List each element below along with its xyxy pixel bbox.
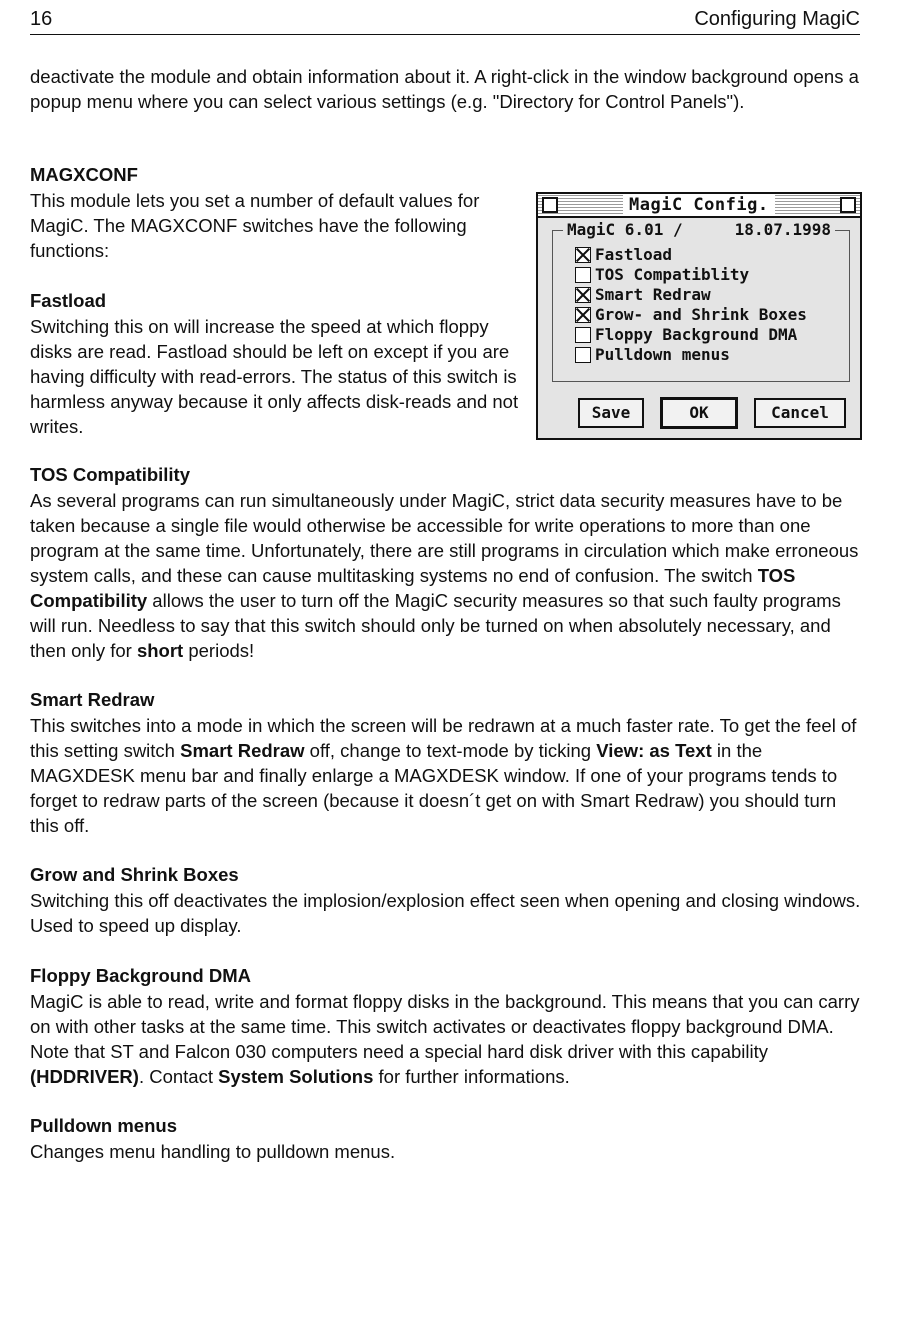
heading-pulldown-menus: Pulldown menus xyxy=(30,1115,177,1136)
version-separator: / xyxy=(672,220,683,239)
option-label: Smart Redraw xyxy=(595,285,711,304)
grow-text: Switching this off deactivates the implosion/explosion effect seen when opening and closing windows. Used to speed up display. xyxy=(30,890,861,936)
cancel-button[interactable]: Cancel xyxy=(754,398,846,428)
option-label: Pulldown menus xyxy=(595,345,730,364)
option-label: Grow- and Shrink Boxes xyxy=(595,305,807,324)
smart-text-3: in the MAGXDESK menu bar and finally enlarge a MAGXDESK window. If one of your programs tends to forget to redraw parts of the screen (because it doesn´t get on with Smart Redraw) you should turn this off. xyxy=(30,740,838,836)
heading-smart-redraw: Smart Redraw xyxy=(30,689,155,710)
fastload-text: Switching this on will increase the speed at which floppy disks are read. Fastload should be left on except if you are having difficulty with read-errors. The status of this switch is harmless anyway because it only affects disk-reads and not writes. xyxy=(30,316,519,437)
tos-bold-1: TOS Compatibility xyxy=(30,565,796,611)
checkbox-grow-shrink-boxes[interactable] xyxy=(575,307,591,323)
version-line xyxy=(563,219,835,241)
smart-text-1: This switches into a mode in which the screen will be redrawn at a much faster rate. To get the feel of this setting switch xyxy=(30,715,857,761)
floppy-text-3: for further informations. xyxy=(373,1066,570,1087)
option-label: TOS Compatiblity xyxy=(595,265,750,284)
running-title: Configuring MagiC xyxy=(694,8,860,30)
intro-paragraph: deactivate the module and obtain information about it. A right-click in the window background opens a popup menu where you can select various settings (e.g. "Directory for Control Panels"). xyxy=(30,66,859,112)
magxconf-text: This module lets you set a number of default values for MagiC. The MAGXCONF switches have the following functions: xyxy=(30,190,480,261)
floppy-bold-1: (HDDRIVER) xyxy=(30,1066,139,1087)
magic-config-dialog xyxy=(536,192,862,440)
tos-text xyxy=(30,488,865,663)
tos-bold-2: short xyxy=(136,640,184,661)
option-label: Fastload xyxy=(595,245,673,264)
heading-grow-shrink: Grow and Shrink Boxes xyxy=(30,864,239,885)
dialog-titlebar[interactable] xyxy=(538,194,860,218)
page-number: 16 xyxy=(30,8,53,30)
smart-text-2: off, change to text-mode by ticking xyxy=(304,740,597,761)
checkbox-fastload[interactable] xyxy=(575,247,591,263)
floppy-text xyxy=(30,989,865,1089)
save-button[interactable]: Save xyxy=(578,398,644,428)
checkbox-pulldown-menus[interactable] xyxy=(575,347,591,363)
heading-magxconf: MAGXCONF xyxy=(30,164,138,185)
fuller-box-icon[interactable] xyxy=(840,197,856,213)
floppy-text-2: . Contact xyxy=(138,1066,219,1087)
heading-fastload: Fastload xyxy=(30,290,107,311)
ok-button[interactable]: OK xyxy=(660,397,738,429)
smart-bold-2: View: as Text xyxy=(596,740,712,761)
checkbox-floppy-background-dma[interactable] xyxy=(575,327,591,343)
heading-tos-compatibility: TOS Compatibility xyxy=(30,464,191,485)
version-label: MagiC 6.01 xyxy=(567,220,664,239)
tos-text-3: periods! xyxy=(183,640,255,661)
checkbox-tos-compatibility[interactable] xyxy=(575,267,591,283)
page-header xyxy=(30,4,860,35)
close-box-icon[interactable] xyxy=(542,197,558,213)
option-label: Floppy Background DMA xyxy=(595,325,798,344)
tos-text-1: As several programs can run simultaneously under MagiC, strict data security measures have to be taken because a single file would otherwise be accessible for write operations to more than one program at the same time. Unfortunately, there are still programs in circulation which make erroneous system calls, and these can cause multitasking systems no end of confusion. The switch xyxy=(30,490,859,586)
smart-text xyxy=(30,713,865,838)
dialog-title: MagiC Config. xyxy=(623,194,775,216)
options-group xyxy=(552,220,850,382)
smart-bold-1: Smart Redraw xyxy=(180,740,305,761)
pulldown-text: Changes menu handling to pulldown menus. xyxy=(30,1141,396,1162)
floppy-text-1: MagiC is able to read, write and format floppy disks in the background. This means that you can carry on with other tasks at the same time. This switch activates or deactivates floppy background DMA. Note that ST and Falcon 030 computers need a special hard disk driver with this capability xyxy=(30,991,860,1062)
checkbox-smart-redraw[interactable] xyxy=(575,287,591,303)
floppy-bold-2: System Solutions xyxy=(218,1066,374,1087)
tos-text-2: allows the user to turn off the MagiC security measures so that such faulty programs will run. Needless to say that this switch should only be turned on when absolutely necessary, and then only for xyxy=(30,590,841,661)
version-date: 18.07.1998 xyxy=(734,220,831,239)
heading-floppy-dma: Floppy Background DMA xyxy=(30,965,251,986)
